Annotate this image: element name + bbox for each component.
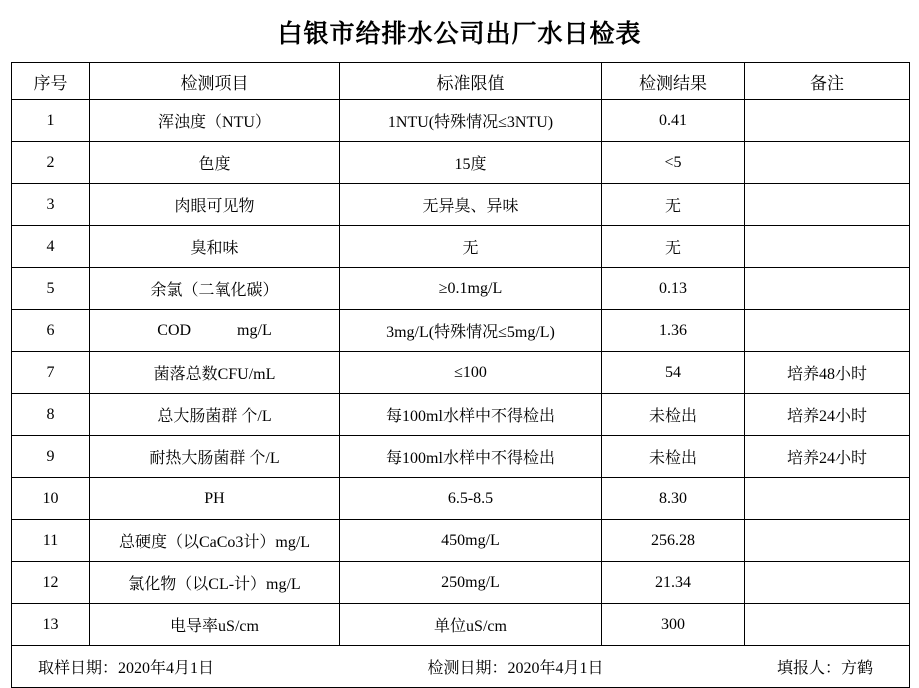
- cell-result: 无: [602, 184, 745, 226]
- table-row: [12, 436, 910, 478]
- cell-std: 无异臭、异味: [340, 184, 602, 226]
- cell-std: 6.5-8.5: [340, 478, 602, 520]
- table-row: [12, 142, 910, 184]
- cell-result: 300: [602, 604, 745, 646]
- cell-no: 4: [12, 226, 90, 268]
- table-row: [12, 604, 910, 646]
- table-header: [12, 63, 910, 100]
- table-row: [12, 562, 910, 604]
- cell-std: 每100ml水样中不得检出: [340, 436, 602, 478]
- cell-note: [745, 604, 910, 646]
- cell-no: 7: [12, 352, 90, 394]
- cell-std: 每100ml水样中不得检出: [340, 394, 602, 436]
- footer-cell: [12, 646, 910, 688]
- table-row: [12, 100, 910, 142]
- cell-note: [745, 184, 910, 226]
- table-header-row: [12, 63, 910, 100]
- cell-no: 11: [12, 520, 90, 562]
- column-header-std: 标准限值: [340, 63, 602, 100]
- column-header-no: 序号: [12, 63, 90, 100]
- table-row: [12, 310, 910, 352]
- cell-item: 电导率uS/cm: [90, 604, 340, 646]
- cell-note: [745, 520, 910, 562]
- cell-std: 450mg/L: [340, 520, 602, 562]
- cell-note: [745, 562, 910, 604]
- cell-no: 2: [12, 142, 90, 184]
- cell-std: 15度: [340, 142, 602, 184]
- cell-note: [745, 478, 910, 520]
- table-body: [12, 100, 910, 688]
- cell-std: ≥0.1mg/L: [340, 268, 602, 310]
- cell-item: 肉眼可见物: [90, 184, 340, 226]
- cell-result: <5: [602, 142, 745, 184]
- column-header-item: 检测项目: [90, 63, 340, 100]
- table-row: [12, 226, 910, 268]
- cell-note: [745, 100, 910, 142]
- cell-item: PH: [90, 478, 340, 520]
- table-row: [12, 394, 910, 436]
- cell-result: 21.34: [602, 562, 745, 604]
- table-row: [12, 520, 910, 562]
- cell-note: 培养48小时: [745, 352, 910, 394]
- cell-note: [745, 142, 910, 184]
- cell-item-unit: mg/L: [237, 321, 272, 339]
- cell-result: 0.13: [602, 268, 745, 310]
- cell-item: 耐热大肠菌群 个/L: [90, 436, 340, 478]
- cell-no: 8: [12, 394, 90, 436]
- cell-std: 250mg/L: [340, 562, 602, 604]
- cell-result: 256.28: [602, 520, 745, 562]
- cell-result: 8.30: [602, 478, 745, 520]
- cell-no: 9: [12, 436, 90, 478]
- cell-item-name: COD: [157, 321, 192, 339]
- cell-note: [745, 268, 910, 310]
- cell-item: 余氯（二氧化碳）: [90, 268, 340, 310]
- cell-item: 总大肠菌群 个/L: [90, 394, 340, 436]
- cell-item: 臭和味: [90, 226, 340, 268]
- page-title: 白银市给排水公司出厂水日检表: [277, 21, 642, 48]
- reporter-name: 填报人：方鹤: [776, 660, 873, 677]
- cell-note: [745, 226, 910, 268]
- table-row: [12, 478, 910, 520]
- water-quality-table: [11, 62, 910, 688]
- cell-std: 单位uS/cm: [340, 604, 602, 646]
- table-row: [12, 352, 910, 394]
- cell-item: 色度: [90, 142, 340, 184]
- cell-no: 13: [12, 604, 90, 646]
- column-header-note: 备注: [745, 63, 910, 100]
- cell-no: 10: [12, 478, 90, 520]
- sampling-date: 取样日期：2020年4月1日: [38, 660, 215, 677]
- table-row: [12, 184, 910, 226]
- cell-result: 54: [602, 352, 745, 394]
- cell-note: 培养24小时: [745, 394, 910, 436]
- cell-item: 菌落总数CFU/mL: [90, 352, 340, 394]
- cell-std: 3mg/L(特殊情况≤5mg/L): [340, 310, 602, 352]
- cell-no: 12: [12, 562, 90, 604]
- table-row: [12, 268, 910, 310]
- cell-item: 总硬度（以CaCo3计）mg/L: [90, 520, 340, 562]
- test-date: 检测日期：2020年4月1日: [427, 660, 604, 677]
- cell-no: 6: [12, 310, 90, 352]
- table-footer-row: [12, 646, 910, 688]
- cell-no: 3: [12, 184, 90, 226]
- cell-no: 1: [12, 100, 90, 142]
- cell-item: [90, 310, 340, 352]
- cell-std: 无: [340, 226, 602, 268]
- cell-item: 氯化物（以CL-计）mg/L: [90, 562, 340, 604]
- cell-result: 未检出: [602, 394, 745, 436]
- cell-no: 5: [12, 268, 90, 310]
- cell-std: ≤100: [340, 352, 602, 394]
- cell-result: 1.36: [602, 310, 745, 352]
- cell-note: [745, 310, 910, 352]
- column-header-result: 检测结果: [602, 63, 745, 100]
- cell-item: 浑浊度（NTU）: [90, 100, 340, 142]
- cell-result: 0.41: [602, 100, 745, 142]
- cell-note: 培养24小时: [745, 436, 910, 478]
- cell-result: 未检出: [602, 436, 745, 478]
- cell-result: 无: [602, 226, 745, 268]
- cell-std: 1NTU(特殊情况≤3NTU): [340, 100, 602, 142]
